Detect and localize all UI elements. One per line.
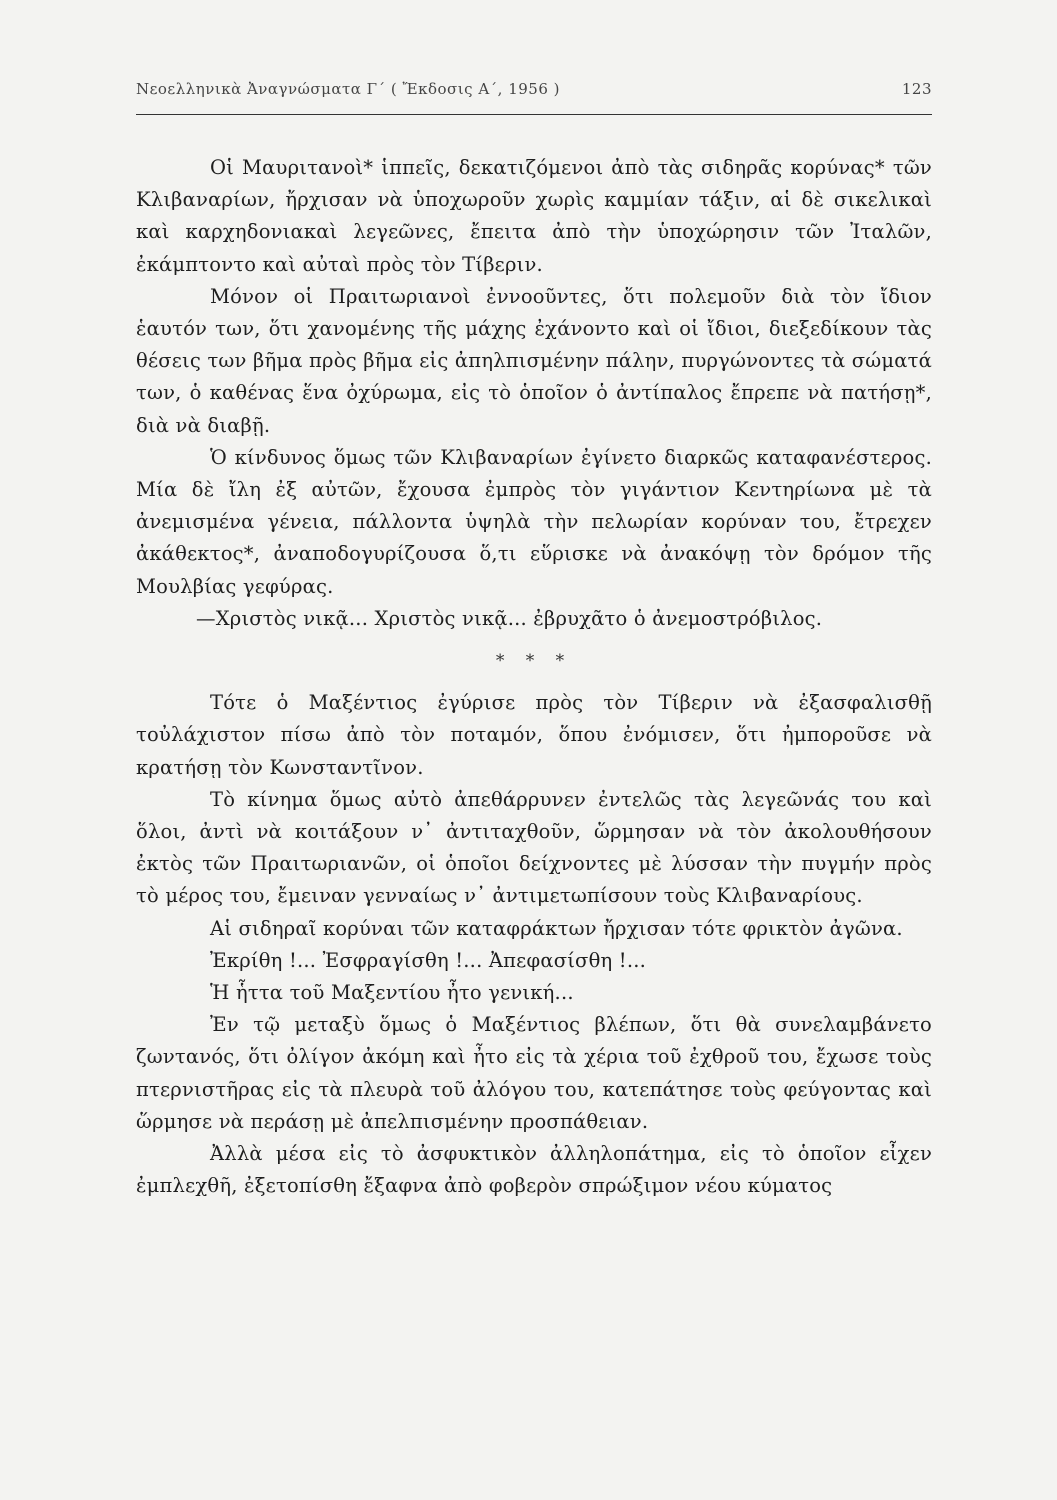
- paragraph: Τότε ὁ Μαξέντιος ἐγύρισε πρὸς τὸν Τίβεριν νὰ ἐξασφαλισθῇ τοὐλάχιστον πίσω ἀπὸ τὸν ποταμόν, ὅπου ἐνόμισεν, ὅτι ἠμποροῦσε νὰ κρατήσῃ τὸν Κωνσταντῖνον.: [136, 691, 932, 779]
- section-separator: * * *: [495, 651, 573, 672]
- paragraph: Ἀλλὰ μέσα εἰς τὸ ἀσφυκτικὸν ἀλληλοπάτημα, εἰς τὸ ὁποῖον εἶχεν ἐμπλεχθῆ, ἐξετοπίσθη ἔξαφνα ἀπὸ φοβερὸν σπρώξιμον νέου κύματος: [136, 1142, 932, 1198]
- running-title: Νεοελληνικὰ Ἀναγνώσματα Γ΄ ( Ἔκδοσις Α΄, 1956 ): [136, 80, 560, 98]
- running-header: [136, 80, 932, 98]
- paragraph: Ὁ κίνδυνος ὅμως τῶν Κλιβαναρίων ἐγίνετο διαρκῶς καταφανέστερος. Μία δὲ ἴλη ἐξ αὐτῶν, ἔχουσα ἐμπρὸς τὸν γιγάντιον Κεντηρίωνα μὲ τὰ ἀνεμισμένα γένεια, πάλλοντα ὑψηλὰ τὴν πελωρίαν κορύναν του, ἔτρεχεν ἀκάθεκτος*, ἀναποδογυρίζουσα ὅ,τι εὕρισκε νὰ ἀνακόψῃ τὸν δρόμον τῆς Μουλβίας γεφύρας.: [136, 445, 932, 598]
- paragraph: Τὸ κίνημα ὅμως αὐτὸ ἀπεθάρρυνεν ἐντελῶς τὰς λεγεῶνάς του καὶ ὅλοι, ἀντὶ νὰ κοιτάξουν ν᾽ ἀντιταχθοῦν, ὥρμησαν νὰ τὸν ἀκολουθήσουν ἐκτὸς τῶν Πραιτωριανῶν, οἱ ὁποῖοι δείχνοντες μὲ λύσσαν τὴν πυγμήν πρὸς τὸ μέρος του, ἔμειναν γενναίως ν᾽ ἀντιμετωπίσουν τοὺς Κλιβαναρίους.: [136, 787, 932, 908]
- paragraph: Μόνον οἱ Πραιτωριανοὶ ἐννοοῦντες, ὅτι πολεμοῦν διὰ τὸν ἴδιον ἑαυτόν των, ὅτι χανομένης τῆς μάχης ἐχάνοντο καὶ οἱ ἴδιοι, διεξεδίκουν τὰς θέσεις των βῆμα πρὸς βῆμα εἰς ἀπηλπισμένην πάλην, πυργώνοντες τὰ σώματά των, ὁ καθένας ἕνα ὀχύρωμα, εἰς τὸ ὁποῖον ὁ ἀντίπαλος ἔπρεπε νὰ πατήσῃ*, διὰ νὰ διαβῇ.: [136, 284, 932, 437]
- body-text: [136, 152, 932, 1203]
- paragraph: Ἡ ἧττα τοῦ Μαξεντίου ἦτο γενική...: [210, 981, 574, 1005]
- paragraph: Ἐν τῷ μεταξὺ ὅμως ὁ Μαξέντιος βλέπων, ὅτι θὰ συνελαμβάνετο ζωντανός, ὅτι ὀλίγον ἀκόμη καὶ ἦτο εἰς τὰ χέρια τοῦ ἐχθροῦ του, ἔχωσε τοὺς πτερνιστῆρας εἰς τὰ πλευρὰ τοῦ ἀλόγου του, κατεπάτησε τοὺς φεύγοντας καὶ ὥρμησε νὰ περάσῃ μὲ ἀπελπισμένην προσπάθειαν.: [136, 1013, 932, 1133]
- header-rule: [136, 114, 932, 115]
- page-number: 123: [901, 80, 932, 98]
- dialogue-line: —Χριστὸς νικᾷ... Χριστὸς νικᾷ... ἐβρυχᾶτο ὁ ἀνεμοστρόβιλος.: [196, 606, 823, 630]
- paragraph: Ἐκρίθη !... Ἐσφραγίσθη !... Ἀπεφασίσθη !...: [210, 948, 647, 972]
- paragraph: Οἱ Μαυριτανοὶ* ἱππεῖς, δεκατιζόμενοι ἀπὸ τὰς σιδηρᾶς κορύνας* τῶν Κλιβαναρίων, ἤρχισαν νὰ ὑποχωροῦν χωρὶς καμμίαν τάξιν, αἱ δὲ σικελικαὶ καὶ καρχηδονιακαὶ λεγεῶνες, ἔπειτα ἀπὸ τὴν ὑποχώρησιν τῶν Ἰταλῶν, ἐκάμπτοντο καὶ αὐταὶ πρὸς τὸν Τίβεριν.: [136, 156, 932, 276]
- paragraph: Αἱ σιδηραῖ κορύναι τῶν καταφράκτων ἤρχισαν τότε φρικτὸν ἀγῶνα.: [210, 916, 903, 940]
